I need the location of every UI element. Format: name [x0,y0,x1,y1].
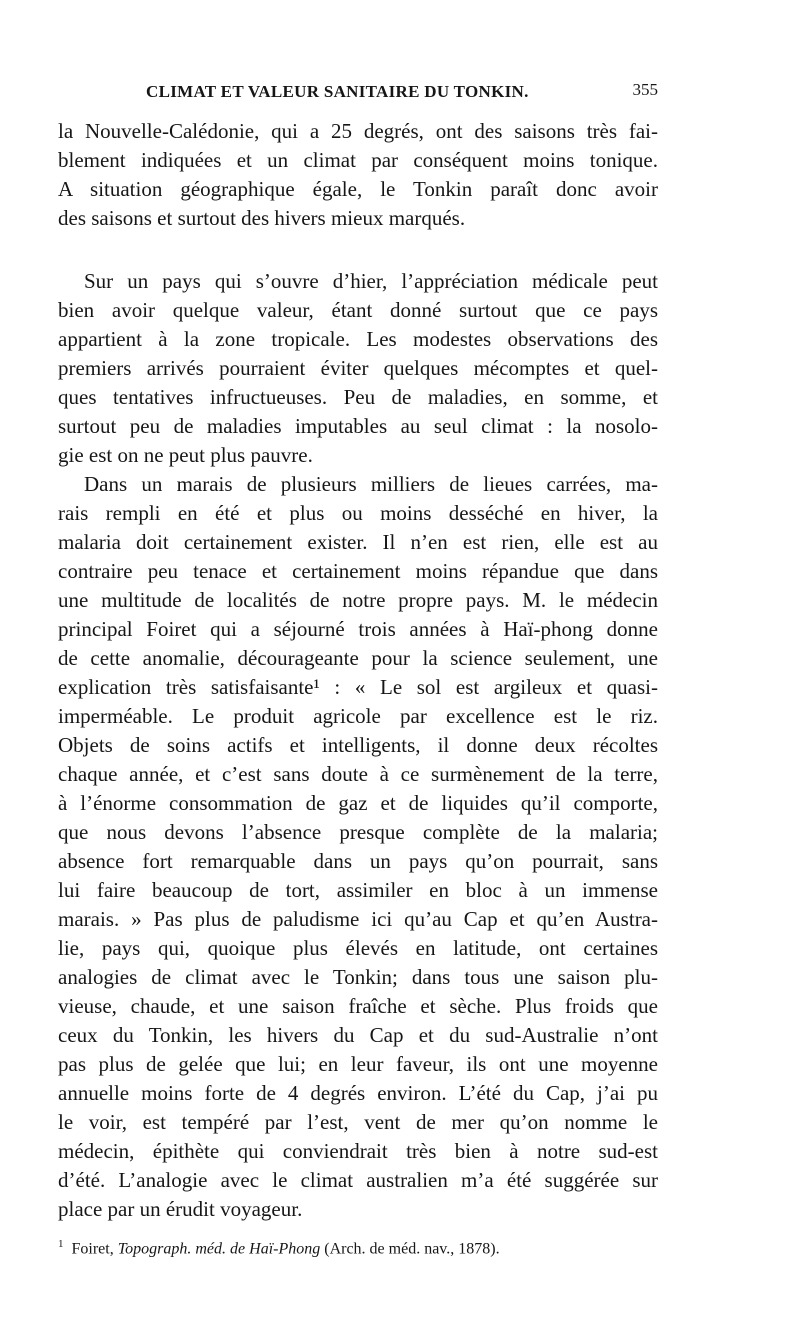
text-line: explication très satisfaisante¹ : « Le sol est argileux et quasi- [58,675,658,699]
text-line: surtout peu de maladies imputables au seul climat : la nosolo- [58,414,658,438]
paragraph-gap [58,233,658,267]
text-line: ceux du Tonkin, les hivers du Cap et du sud-Australie n’ont [58,1023,658,1047]
text-line: vieuse, chaude, et une saison fraîche et sèche. Plus froids que [58,994,658,1018]
paragraph-1 [58,117,658,233]
text-line: le voir, est tempéré par l’est, vent de mer qu’on nomme le [58,1110,658,1134]
text-line: Objets de soins actifs et intelligents, il donne deux récoltes [58,733,658,757]
text-line: place par un érudit voyageur. [58,1197,303,1221]
footnote-marker: 1 [58,1238,64,1250]
text-line: blement indiquées et un climat par conséquent moins tonique. [58,148,658,172]
text-line: malaria doit certainement exister. Il n’en est rien, elle est au [58,530,658,554]
text-line: lui faire beaucoup de tort, assimiler en bloc à un immense [58,878,658,902]
text-line: bien avoir quelque valeur, étant donné surtout que ce pays [58,298,658,322]
text-line: ques tentatives infructueuses. Peu de maladies, en somme, et [58,385,658,409]
page-number: 355 [632,80,658,99]
running-head [58,82,658,112]
text-line: de cette anomalie, décourageante pour la science seulement, une [58,646,658,670]
text-line: contraire peu tenace et certainement moins répandue que dans [58,559,658,583]
text-line: appartient à la zone tropicale. Les modestes observations des [58,327,658,351]
text-line: pas plus de gelée que lui; en leur faveur, ils ont une moyenne [58,1052,658,1076]
text-line: médecin, épithète qui conviendrait très bien à notre sud-est [58,1139,658,1163]
text-line: rais rempli en été et plus ou moins desséché en hiver, la [58,501,658,525]
text-line: annuelle moins forte de 4 degrés environ. L’été du Cap, j’ai pu [58,1081,658,1105]
text-line: marais. » Pas plus de paludisme ici qu’au Cap et qu’en Austra- [58,907,658,931]
paragraph-3 [58,470,658,1224]
text-line: A situation géographique égale, le Tonkin paraît donc avoir [58,177,658,201]
text-line: des saisons et surtout des hivers mieux marqués. [58,206,466,230]
text-line: une multitude de localités de notre propre pays. M. le médecin [58,588,658,612]
footnote-title: Topograph. méd. de Haï-Phong [117,1240,321,1258]
running-title: CLIMAT ET VALEUR SANITAIRE DU TONKIN. [146,82,529,101]
text-line: Dans un marais de plusieurs milliers de lieues carrées, ma- [84,472,658,496]
footnote [58,1238,658,1258]
text-line: que nous devons l’absence presque complète de la malaria; [58,820,658,844]
text-line: chaque année, et c’est sans doute à ce surmènement de la terre, [58,762,658,786]
text-line: imperméable. Le produit agricole par excellence est le riz. [58,704,658,728]
body-text [58,117,658,1224]
text-line: absence fort remarquable dans un pays qu’on pourrait, sans [58,849,658,873]
text-line: la Nouvelle-Calédonie, qui a 25 degrés, ont des saisons très fai- [58,119,658,143]
text-line: analogies de climat avec le Tonkin; dans tous une saison plu- [58,965,658,989]
text-line: premiers arrivés pourraient éviter quelques mécomptes et quel- [58,356,658,380]
text-line: principal Foiret qui a séjourné trois années à Haï-phong donne [58,617,658,641]
paragraph-2 [58,267,658,470]
text-line: Sur un pays qui s’ouvre d’hier, l’appréciation médicale peut [84,269,658,293]
text-line: gie est on ne peut plus pauvre. [58,443,313,467]
text-line: à l’énorme consommation de gaz et de liquides qu’il comporte, [58,791,658,815]
footnote-reference: (Arch. de méd. nav., 1878). [324,1240,500,1258]
text-line: lie, pays qui, quoique plus élevés en latitude, ont certaines [58,936,658,960]
text-line: d’été. L’analogie avec le climat australien m’a été suggérée sur [58,1168,658,1192]
footnote-author: Foiret, [71,1240,114,1258]
